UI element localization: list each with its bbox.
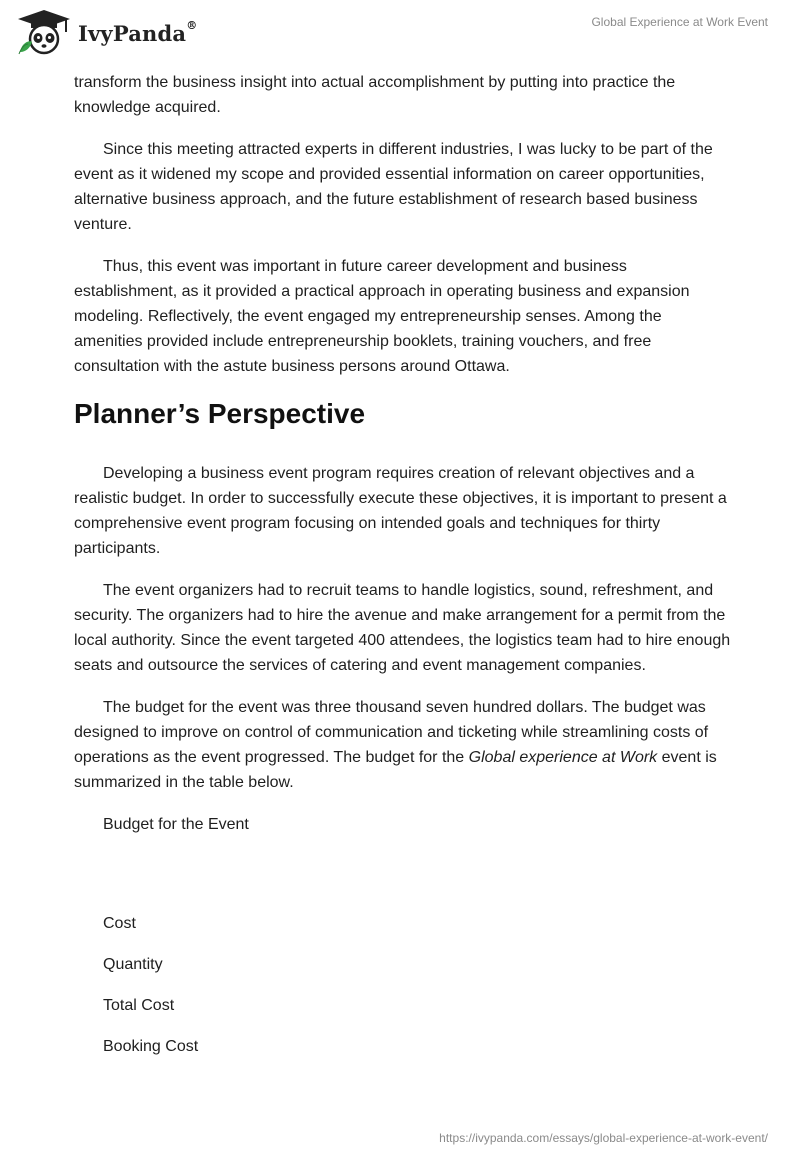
table-header-cost: Cost	[103, 915, 136, 932]
paragraph: The event organizers had to recruit teams to handle logistics, sound, refreshment, and security. The organizers had to hire the avenue and make arrangement for a permit from the local authority. Since the event targeted 400 attendees, the logistics team had to hire enough seats and outsource the services of catering and event management companies.	[74, 582, 731, 674]
paragraph: Thus, this event was important in future career development and business establishment, as it provided a practical approach in operating business and expansion modeling. Reflectively, the event engaged my entrepreneurship senses. Among the amenities provided include entrepreneurship booklets, training vouchers, and free consultation with the astute business persons around Ottawa.	[74, 258, 690, 375]
paragraph: Developing a business event program requires creation of relevant objectives and a realistic budget. In order to successfully execute these objectives, it is important to present a comprehensive event program focusing on intended goals and techniques for thirty participants.	[74, 465, 727, 557]
brand-name: IvyPanda®	[78, 18, 198, 46]
event-name-italic: Global experience at Work	[468, 749, 658, 766]
paragraph: transform the business insight into actual accomplishment by putting into practice the knowledge acquired.	[74, 74, 676, 116]
paragraph: The budget for the event was three thousand seven hundred dollars. The budget was designed to improve on control of communication and ticketing while streamlining costs of operations as the event progressed. The budget for the Global experience at Work event is summarized in the table below.	[74, 699, 717, 791]
paragraph: Since this meeting attracted experts in different industries, I was lucky to be part of the event as it widened my scope and provided essential information on career opportunities, alternative business approach, and the future establishment of research based business venture.	[74, 141, 713, 233]
table-header-total-cost: Total Cost	[103, 997, 175, 1014]
ivypanda-logo[interactable]	[14, 8, 197, 58]
table-caption: Budget for the Event	[103, 816, 249, 833]
panda-graduate-icon	[14, 8, 74, 58]
section-heading: Planner’s Perspective	[74, 398, 366, 429]
table-row-label: Booking Cost	[103, 1038, 199, 1055]
document-title: Global Experience at Work Event	[591, 15, 768, 29]
source-url[interactable]: https://ivypanda.com/essays/global-experience-at-work-event/	[439, 1131, 768, 1145]
page-header	[0, 0, 800, 70]
table-header-quantity: Quantity	[103, 956, 163, 973]
essay-content	[74, 70, 734, 1075]
